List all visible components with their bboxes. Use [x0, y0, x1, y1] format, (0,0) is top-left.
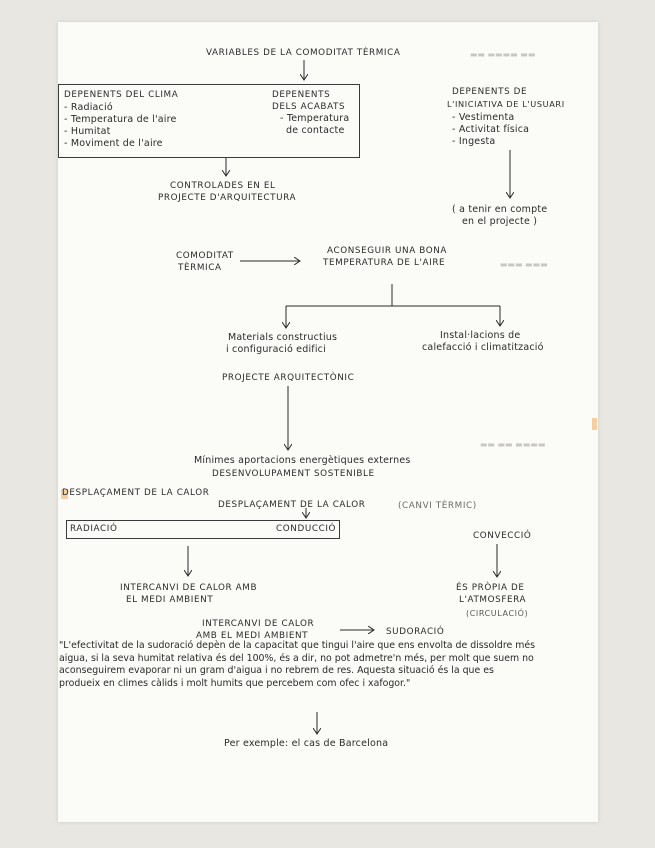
sudoracio-label: SUDORACIÓ	[386, 627, 445, 637]
desplacament-left: DESPLAÇAMENT DE LA CALOR	[62, 488, 210, 498]
propia-line: ÉS PRÒPIA DE	[456, 583, 525, 593]
usuari-heading: DEPENENTS DE	[452, 87, 528, 97]
comoditat-line: COMODITAT	[176, 251, 234, 261]
highlight-mark	[592, 418, 597, 430]
clima-item: - Radiació	[64, 102, 113, 113]
acabats-item: de contacte	[286, 125, 345, 136]
minimes-line: Mínimes aportacions energètiques externes	[194, 455, 411, 466]
intercanvi1-line: EL MEDI AMBIENT	[126, 595, 214, 605]
comoditat-line: TÈRMICA	[178, 263, 222, 273]
propia-line: L'ATMOSFERA	[459, 595, 527, 605]
desplacament-center: DESPLAÇAMENT DE LA CALOR	[218, 500, 366, 510]
minimes-line: DESENVOLUPAMENT SOSTENIBLE	[212, 469, 375, 479]
quote-paragraph: "L'efectivitat de la sudoració depèn de la capacitat que tingui l'aire que ens envolta de dissoldre més aigua, si la seva humitat relativa és del 100%, és a dir, no pot admetre'n més, per molt que suem no aconseguirem evaporar ni un gram d'aigua i no rebrem de res. Aquesta situació és la que es produeix en climes càlids i molt humits que percebem com ofec i xafogor."	[59, 640, 536, 689]
controlades-line: PROJECTE D'ARQUITECTURA	[158, 193, 297, 203]
bleed-through-text: ▬▬ ▬▬▬▬ ▬▬	[470, 50, 536, 59]
bleed-through-text: ▬▬▬▬ ▬▬ ▬▬	[480, 440, 546, 449]
usuari-item: - Activitat física	[452, 124, 530, 135]
controlades-line: CONTROLADES EN EL	[170, 181, 276, 191]
exemple-label: Per exemple: el cas de Barcelona	[224, 738, 389, 749]
usuari-item: - Vestimenta	[452, 112, 515, 123]
clima-heading: DEPENENTS DEL CLIMA	[64, 90, 179, 100]
conveccio-label: CONVECCIÓ	[473, 531, 532, 541]
acabats-heading: DEPENENTS	[272, 90, 331, 100]
circulacio-label: (CIRCULACIÓ)	[466, 609, 529, 618]
materials-line: Materials constructius	[228, 332, 338, 343]
diagram-title: VARIABLES DE LA COMODITAT TÈRMICA	[206, 48, 401, 58]
acabats-item: - Temperatura	[280, 113, 350, 124]
bleed-through-text: ▬▬▬ ▬▬▬	[500, 260, 548, 269]
aconseguir-line: ACONSEGUIR UNA BONA	[327, 246, 448, 256]
instalacions-line: calefacció i climatització	[422, 342, 544, 353]
radiacio-label: RADIACIÓ	[70, 524, 118, 534]
materials-line: i configuració edifici	[226, 344, 326, 355]
clima-item: - Moviment de l'aire	[64, 138, 163, 149]
acabats-heading: DELS ACABATS	[272, 102, 346, 112]
intercanvi2-line: INTERCANVI DE CALOR	[202, 619, 315, 629]
usuari-item: - Ingesta	[452, 136, 496, 147]
clima-item: - Temperatura de l'aire	[64, 114, 177, 125]
aconseguir-line: TEMPERATURA DE L'AIRE	[323, 258, 446, 268]
usuari-heading: L'INICIATIVA DE L'USUARI	[447, 99, 565, 109]
conduccio-label: CONDUCCIÓ	[276, 524, 337, 534]
clima-item: - Humitat	[64, 126, 111, 137]
projecte-label: PROJECTE ARQUITECTÒNIC	[222, 373, 355, 383]
tenir-compte-line: en el projecte )	[462, 216, 538, 227]
tenir-compte-line: ( a tenir en compte	[452, 204, 548, 215]
intercanvi2-line: AMB EL MEDI AMBIENT	[196, 631, 309, 641]
instalacions-line: Instal·lacions de	[440, 330, 521, 341]
intercanvi1-line: INTERCANVI DE CALOR AMB	[120, 583, 258, 593]
canvi-termic-note: (CANVI TÈRMIC)	[398, 501, 477, 511]
